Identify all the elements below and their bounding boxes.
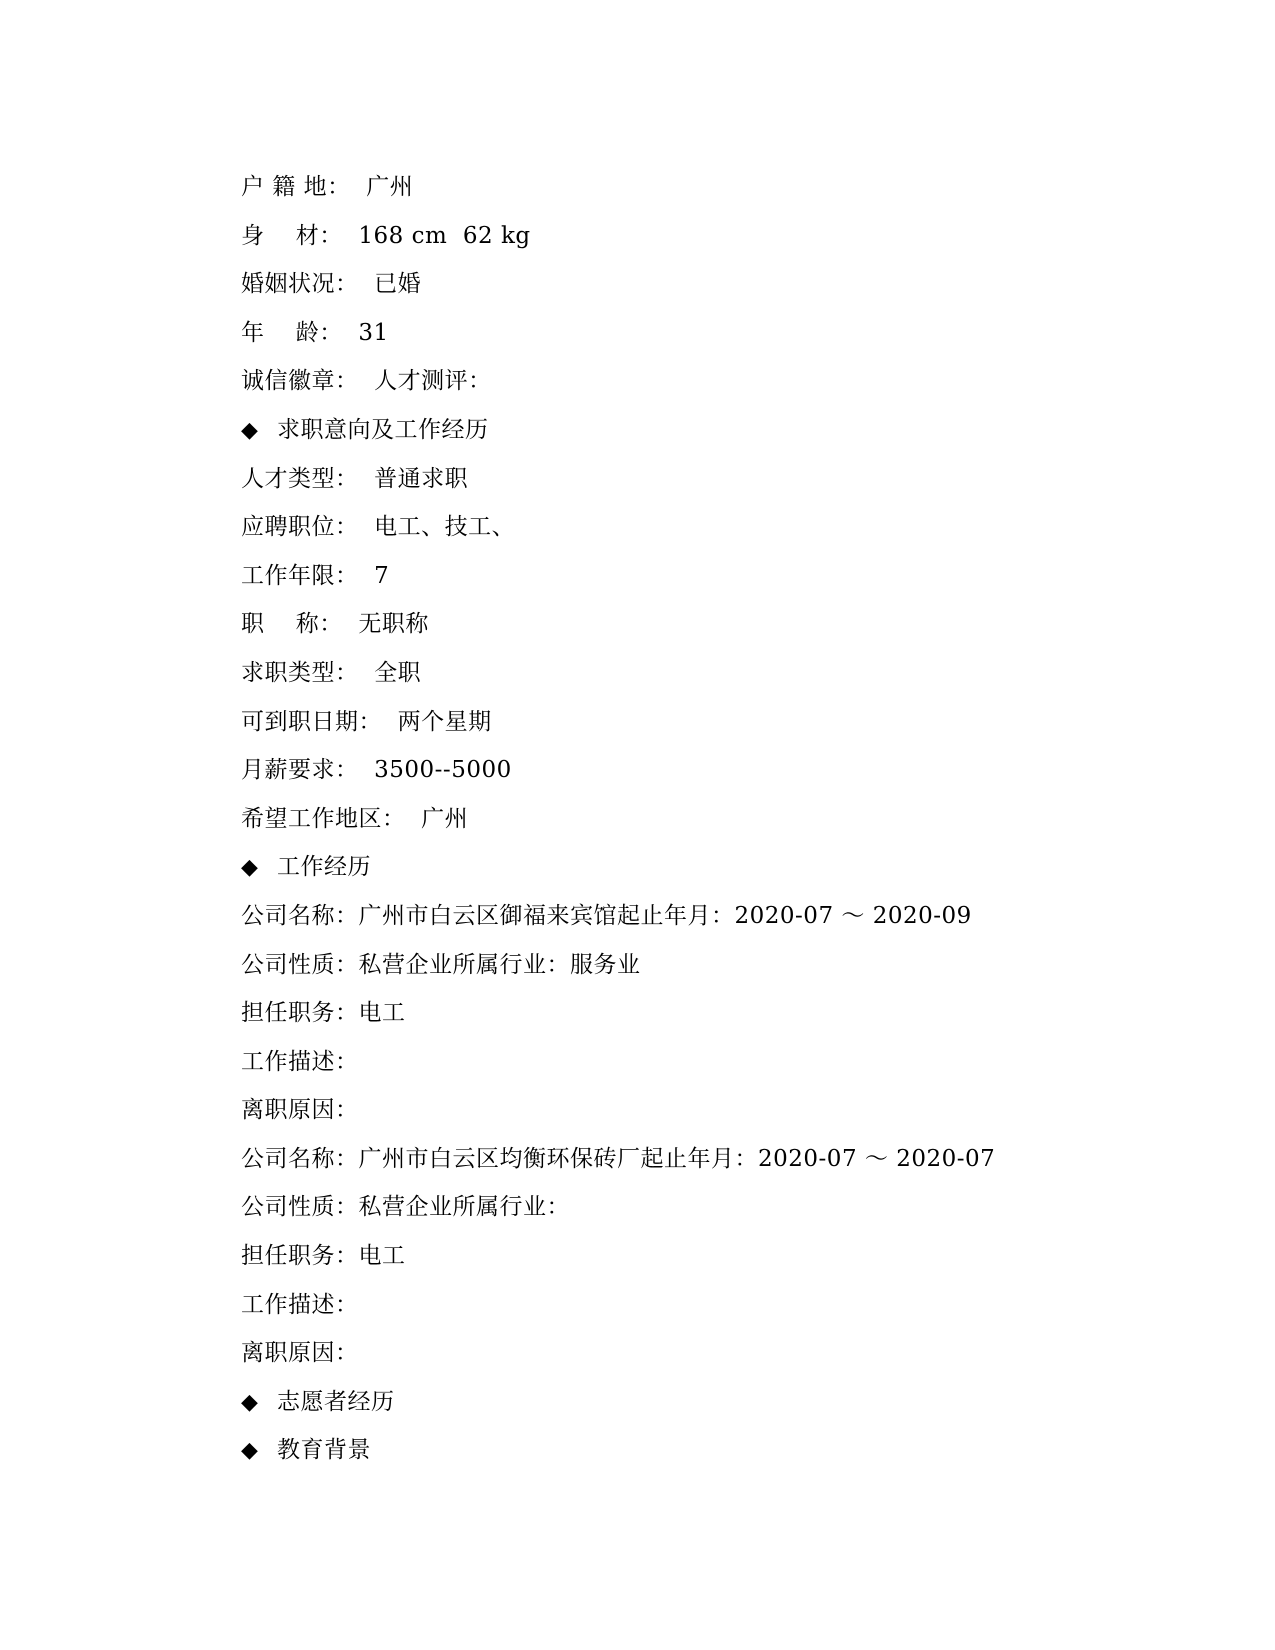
salary-row [241, 746, 1141, 795]
volunteer-section-heading [241, 1378, 1141, 1427]
body-row [241, 212, 1141, 261]
resume-content [241, 163, 1141, 1475]
job-2-nature: 公司性质：私营企业所属行业： [241, 1194, 570, 1221]
origin-value: 广州 [366, 174, 414, 200]
area-label: 希望工作地区： [241, 805, 406, 832]
education-section-title: 教育背景 [277, 1437, 371, 1464]
origin-label: 户 籍 地： [241, 174, 351, 200]
badge-label: 诚信徽章： [241, 368, 359, 395]
age-label: 年 龄： [241, 319, 343, 346]
age-row [241, 309, 1141, 358]
job-type-row [241, 649, 1141, 698]
intent-section-heading [241, 406, 1141, 455]
age-value: 31 [358, 319, 389, 346]
badge-value: 人才测评： [374, 368, 492, 395]
available-row [241, 698, 1141, 747]
available-label: 可到职日期： [241, 708, 382, 735]
position-label: 应聘职位： [241, 514, 359, 541]
job-2-reason: 离职原因： [241, 1340, 359, 1367]
marital-value: 已婚 [374, 271, 422, 298]
body-value: 168 cm 62 kg [358, 222, 531, 249]
salary-label: 月薪要求： [241, 757, 359, 784]
job-2-desc: 工作描述： [241, 1291, 359, 1318]
marital-row [241, 260, 1141, 309]
job-2-duty: 担任职务：电工 [241, 1243, 406, 1270]
diamond-bullet-icon: ◆ [241, 855, 259, 881]
job-1-reason: 离职原因： [241, 1097, 359, 1124]
body-label: 身 材： [241, 222, 343, 249]
talent-type-row [241, 455, 1141, 504]
job-title-value: 无职称 [358, 611, 429, 638]
job-type-value: 全职 [374, 659, 422, 686]
diamond-bullet-icon: ◆ [241, 417, 259, 443]
available-value: 两个星期 [397, 708, 492, 735]
job-title-row [241, 600, 1141, 649]
intent-section-title: 求职意向及工作经历 [277, 416, 489, 443]
salary-value: 3500--5000 [374, 757, 512, 784]
marital-label: 婚姻状况： [241, 271, 359, 298]
education-section-heading [241, 1426, 1141, 1475]
years-value: 7 [374, 562, 390, 589]
origin-row [241, 163, 1141, 212]
years-row [241, 552, 1141, 601]
work-section-heading [241, 843, 1141, 892]
position-row [241, 503, 1141, 552]
job-1-desc: 工作描述： [241, 1048, 359, 1075]
volunteer-section-title: 志愿者经历 [277, 1388, 395, 1415]
diamond-bullet-icon: ◆ [241, 1389, 259, 1415]
area-row [241, 795, 1141, 844]
badge-row [241, 357, 1141, 406]
job-1-nature: 公司性质：私营企业所属行业：服务业 [241, 951, 641, 978]
position-value: 电工、技工、 [374, 514, 516, 541]
years-label: 工作年限： [241, 562, 359, 589]
talent-type-value: 普通求职 [374, 465, 469, 492]
job-1-company: 公司名称：广州市白云区御福来宾馆起止年月：2020-07 ～ 2020-09 [241, 902, 972, 929]
work-section-title: 工作经历 [277, 854, 371, 881]
talent-type-label: 人才类型： [241, 465, 359, 492]
area-value: 广州 [421, 805, 469, 832]
job-type-label: 求职类型： [241, 659, 359, 686]
job-1-duty: 担任职务：电工 [241, 1000, 406, 1027]
job-title-label: 职 称： [241, 611, 343, 638]
job-2-company: 公司名称：广州市白云区均衡环保砖厂起止年月：2020-07 ～ 2020-07 [241, 1145, 996, 1172]
diamond-bullet-icon: ◆ [241, 1438, 259, 1464]
